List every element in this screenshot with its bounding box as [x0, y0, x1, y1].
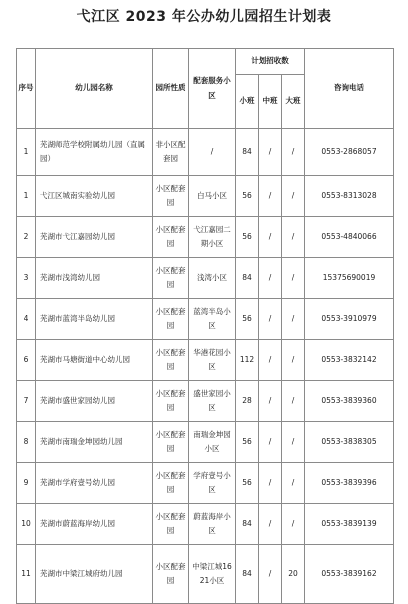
row-seq: 4 — [17, 299, 36, 340]
row-large: / — [282, 129, 305, 176]
row-middle: / — [259, 422, 282, 463]
table-row — [17, 504, 394, 545]
table-row — [17, 340, 394, 381]
header-plan: 计划招收数 — [236, 49, 305, 75]
header-nature: 园所性质 — [153, 49, 189, 129]
row-phone: 0553-8313028 — [305, 176, 394, 217]
row-large: / — [282, 422, 305, 463]
row-nature: 小区配套园 — [153, 340, 189, 381]
row-name: 芜湖市南瑞金坤园幼儿园 — [36, 422, 153, 463]
table-row — [17, 129, 394, 176]
row-community: 南瑞金坤园小区 — [189, 422, 236, 463]
header-phone: 咨询电话 — [305, 49, 394, 129]
row-middle: / — [259, 340, 282, 381]
row-small: 28 — [236, 381, 259, 422]
row-small: 56 — [236, 176, 259, 217]
enrollment-plan-table — [16, 48, 394, 604]
table-row — [17, 381, 394, 422]
header-name: 幼儿园名称 — [36, 49, 153, 129]
row-middle: / — [259, 129, 282, 176]
row-community: 中梁江城1621小区 — [189, 545, 236, 604]
row-large: 20 — [282, 545, 305, 604]
row-seq: 1 — [17, 176, 36, 217]
row-large: / — [282, 299, 305, 340]
row-seq: 1 — [17, 129, 36, 176]
row-community: 华港花园小区 — [189, 340, 236, 381]
table-row — [17, 176, 394, 217]
row-middle: / — [259, 504, 282, 545]
row-seq: 9 — [17, 463, 36, 504]
row-nature: 小区配套园 — [153, 422, 189, 463]
row-seq: 8 — [17, 422, 36, 463]
row-nature: 小区配套园 — [153, 217, 189, 258]
row-name: 芜湖市马塘街道中心幼儿园 — [36, 340, 153, 381]
row-small: 84 — [236, 129, 259, 176]
row-phone: 0553-3839162 — [305, 545, 394, 604]
row-large: / — [282, 176, 305, 217]
row-nature: 小区配套园 — [153, 381, 189, 422]
header-small: 小班 — [236, 75, 259, 129]
row-large: / — [282, 258, 305, 299]
row-middle: / — [259, 545, 282, 604]
row-seq: 7 — [17, 381, 36, 422]
row-nature: 小区配套园 — [153, 504, 189, 545]
row-name: 芜湖市学府壹号幼儿园 — [36, 463, 153, 504]
header-seq: 序号 — [17, 49, 36, 129]
row-phone: 0553-3832142 — [305, 340, 394, 381]
row-small: 84 — [236, 545, 259, 604]
row-small: 84 — [236, 504, 259, 545]
table-row — [17, 545, 394, 604]
row-large: / — [282, 504, 305, 545]
row-name: 芜湖市盛世家园幼儿园 — [36, 381, 153, 422]
row-name: 芜湖市弋江嘉园幼儿园 — [36, 217, 153, 258]
row-community: 蔚蓝海岸小区 — [189, 504, 236, 545]
row-small: 84 — [236, 258, 259, 299]
header-large: 大班 — [282, 75, 305, 129]
row-nature: 小区配套园 — [153, 463, 189, 504]
row-community: 白马小区 — [189, 176, 236, 217]
row-middle: / — [259, 176, 282, 217]
table-row — [17, 258, 394, 299]
row-phone: 0553-3910979 — [305, 299, 394, 340]
row-middle: / — [259, 381, 282, 422]
row-community: 蓝湾半岛小区 — [189, 299, 236, 340]
row-name: 芜湖师范学校附属幼儿园（直属园） — [36, 129, 153, 176]
row-community: 浅湾小区 — [189, 258, 236, 299]
row-small: 56 — [236, 463, 259, 504]
table-row — [17, 217, 394, 258]
row-small: 56 — [236, 217, 259, 258]
row-middle: / — [259, 299, 282, 340]
row-nature: 小区配套园 — [153, 299, 189, 340]
row-phone: 0553-3838305 — [305, 422, 394, 463]
row-seq: 2 — [17, 217, 36, 258]
row-nature: 小区配套园 — [153, 545, 189, 604]
row-large: / — [282, 340, 305, 381]
row-small: 112 — [236, 340, 259, 381]
row-seq: 3 — [17, 258, 36, 299]
row-large: / — [282, 217, 305, 258]
row-small: 56 — [236, 422, 259, 463]
row-nature: 小区配套园 — [153, 176, 189, 217]
table-row — [17, 422, 394, 463]
table-row — [17, 299, 394, 340]
table-row — [17, 463, 394, 504]
row-nature: 小区配套园 — [153, 258, 189, 299]
row-seq: 6 — [17, 340, 36, 381]
row-large: / — [282, 381, 305, 422]
row-small: 56 — [236, 299, 259, 340]
row-middle: / — [259, 217, 282, 258]
row-phone: 0553-3839396 — [305, 463, 394, 504]
row-phone: 15375690019 — [305, 258, 394, 299]
row-name: 芜湖市蔚蓝海岸幼儿园 — [36, 504, 153, 545]
row-phone: 0553-3839360 — [305, 381, 394, 422]
page-title: 弋江区 2023 年公办幼儿园招生计划表 — [76, 9, 332, 25]
row-middle: / — [259, 463, 282, 504]
row-name: 芜湖市中梁江城府幼儿园 — [36, 545, 153, 604]
row-community: 学府壹号小区 — [189, 463, 236, 504]
row-seq: 11 — [17, 545, 36, 604]
row-name: 芜湖市浅湾幼儿园 — [36, 258, 153, 299]
row-phone: 0553-2868057 — [305, 129, 394, 176]
row-community: 弋江嘉园二期小区 — [189, 217, 236, 258]
row-phone: 0553-4840066 — [305, 217, 394, 258]
row-name: 弋江区城南实验幼儿园 — [36, 176, 153, 217]
row-community: / — [189, 129, 236, 176]
row-large: / — [282, 463, 305, 504]
row-middle: / — [259, 258, 282, 299]
row-community: 盛世家园小区 — [189, 381, 236, 422]
header-middle: 中班 — [259, 75, 282, 129]
header-community: 配套服务小区 — [189, 49, 236, 129]
row-name: 芜湖市蓝湾半岛幼儿园 — [36, 299, 153, 340]
row-seq: 10 — [17, 504, 36, 545]
row-nature: 非小区配套园 — [153, 129, 189, 176]
row-phone: 0553-3839139 — [305, 504, 394, 545]
